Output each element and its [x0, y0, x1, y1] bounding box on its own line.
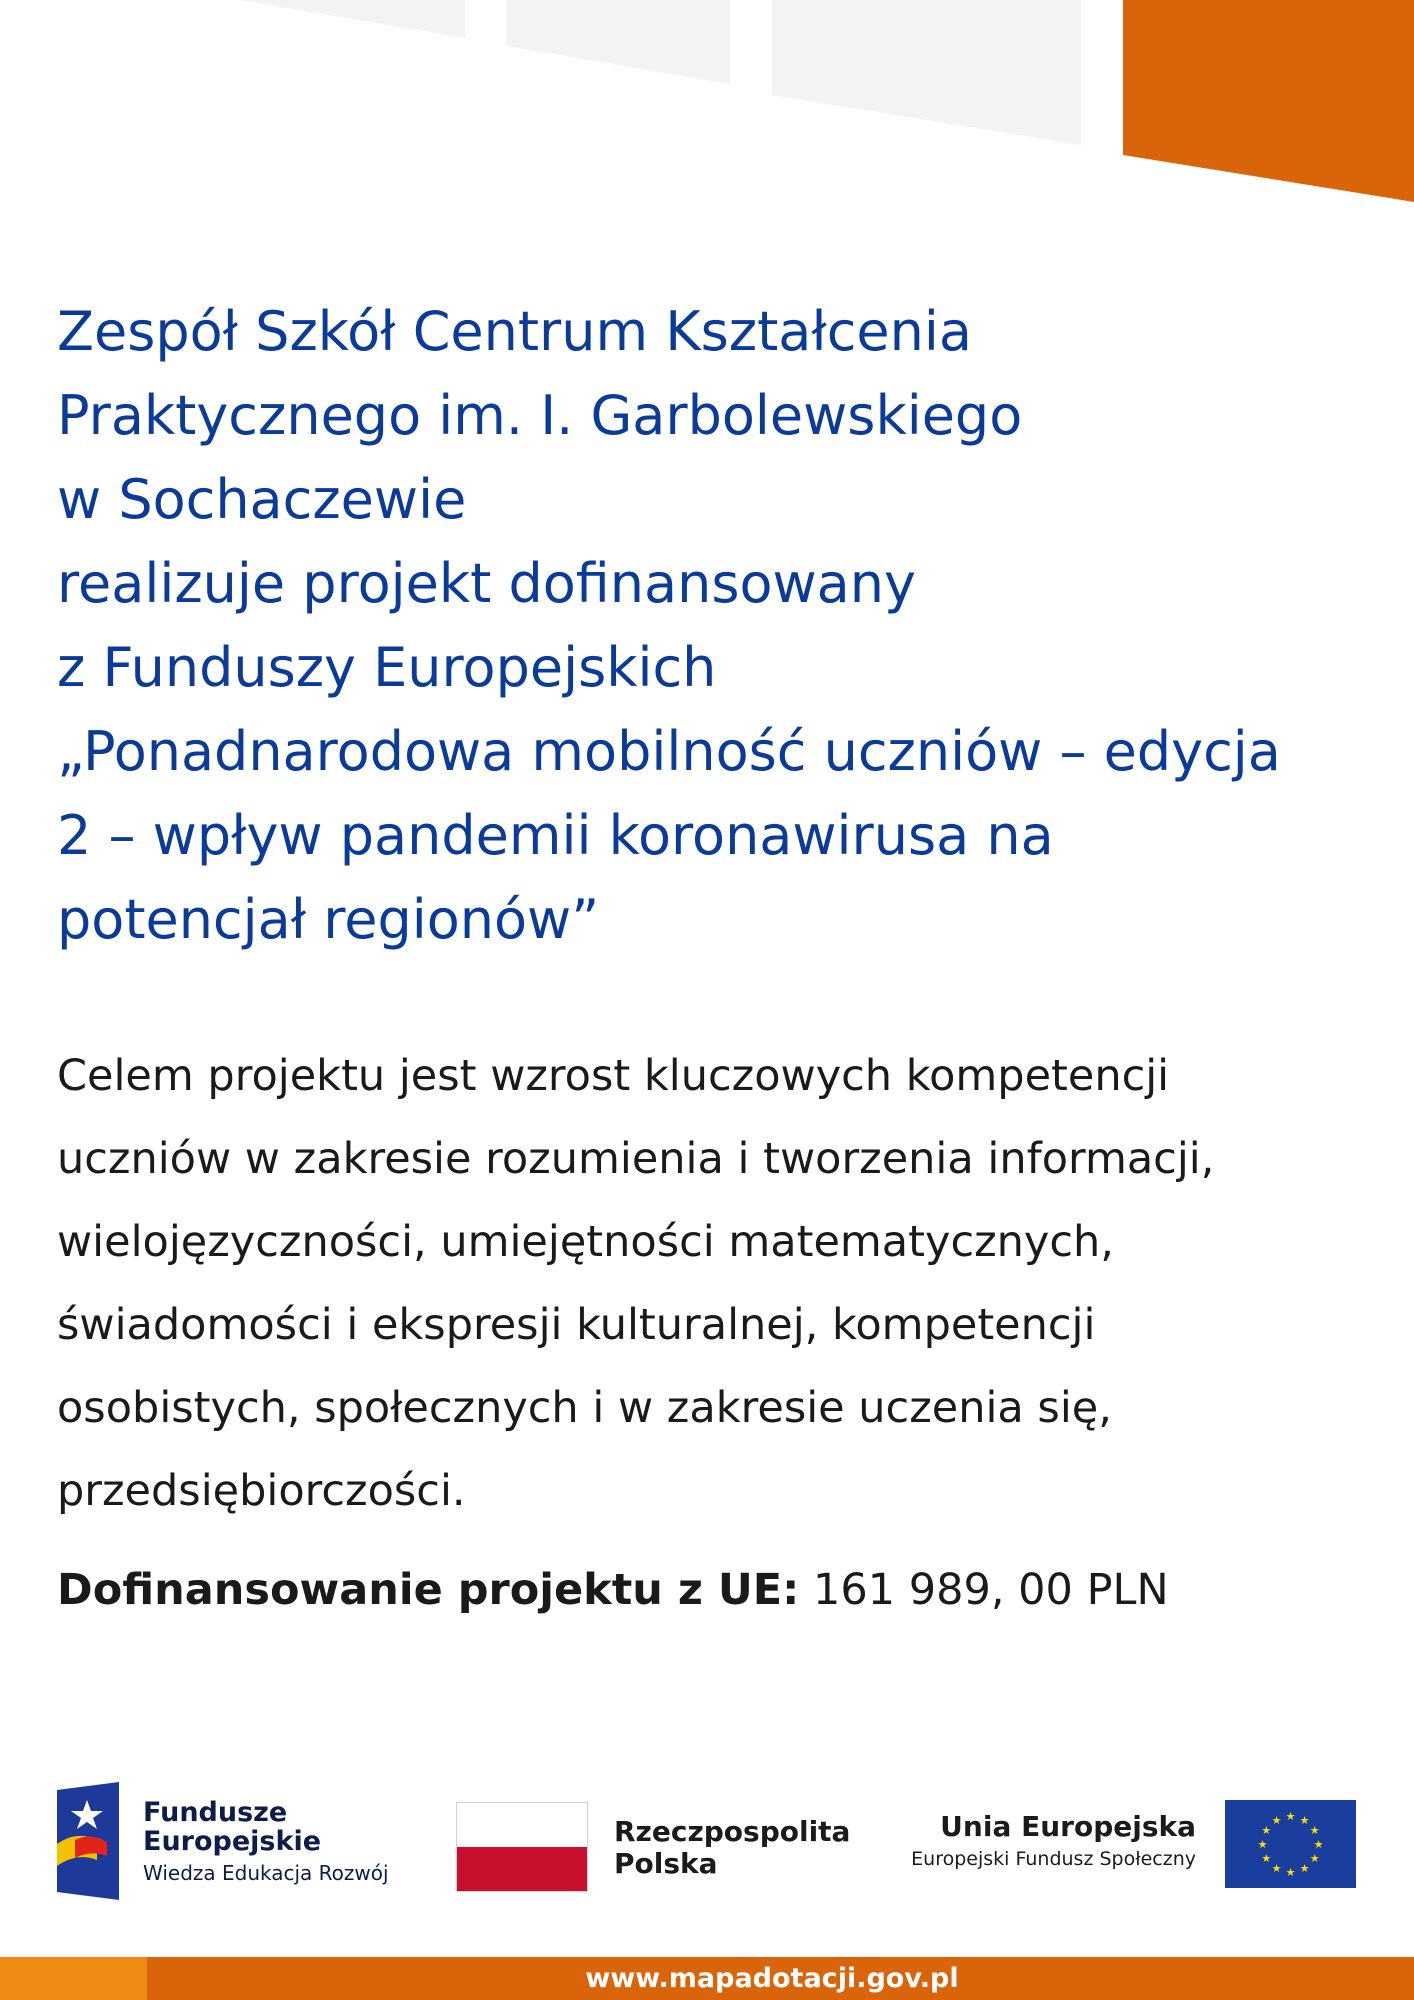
rp-line2: Polska [614, 1847, 718, 1880]
title-line: Praktycznego im. I. Garbolewskiego [57, 384, 1023, 447]
rp-line1: Rzeczpospolita [614, 1815, 851, 1848]
polish-flag-icon [456, 1802, 588, 1892]
eu-star: ★ [1299, 1813, 1310, 1827]
description-line: przedsiębiorczości. [57, 1466, 466, 1516]
title-line: z Funduszy Europejskich [57, 636, 717, 699]
title-line: „Ponadnarodowa mobilność uczniów – edycja [57, 720, 1281, 783]
footer-url[interactable]: www.mapadotacji.gov.pl [585, 1963, 959, 1994]
project-description [57, 1035, 1377, 1533]
eu-star: ★ [1261, 1852, 1272, 1865]
fe-subtitle: Wiedza Edukacja Rozwój [143, 1861, 389, 1885]
fundusze-europejskie-icon [57, 1782, 119, 1900]
funding-amount: 161 989, 00 PLN [813, 1565, 1169, 1615]
funding-info [57, 1555, 1169, 1625]
fe-line2: Europejskie [143, 1826, 322, 1857]
eu-star: ★ [1261, 1824, 1272, 1837]
eu-star: ★ [1299, 1862, 1310, 1876]
description-line: uczniów w zakresie rozumienia i tworzenia informacji, [57, 1134, 1215, 1184]
description-line: świadomości i ekspresji kulturalnej, kompetencji [57, 1300, 1096, 1350]
grey-panel-1 [240, 0, 465, 38]
logo-bar [0, 1770, 1414, 1910]
eu-flag-icon [1225, 1800, 1356, 1888]
title-line: w Sochaczewie [57, 468, 467, 531]
eu-star: ★ [1285, 1810, 1296, 1823]
funding-label: Dofinansowanie projektu z UE: [57, 1565, 800, 1615]
eu-star: ★ [1309, 1852, 1320, 1865]
title-line: Zespół Szkół Centrum Kształcenia [57, 300, 972, 363]
eu-star: ★ [1271, 1813, 1282, 1827]
eu-star: ★ [1313, 1838, 1324, 1851]
grey-panel-3 [772, 0, 1081, 145]
grey-panel-2 [506, 0, 730, 84]
eu-star: ★ [1257, 1838, 1268, 1851]
eu-star: ★ [1309, 1824, 1320, 1837]
eu-star: ★ [1285, 1866, 1296, 1879]
title-line: potencjał regionów” [57, 888, 600, 951]
fe-line1: Fundusze [143, 1797, 288, 1828]
header-decoration [0, 0, 1414, 210]
title-line: 2 – wpływ pandemii koronawirusa na [57, 804, 1054, 867]
rzeczpospolita-polska-logo [614, 1816, 850, 1880]
description-line: Celem projektu jest wzrost kluczowych kompetencji [57, 1051, 1170, 1101]
title-line: realizuje projekt dofinansowany [57, 552, 916, 615]
ue-name: Unia Europejska [940, 1810, 1196, 1843]
unia-europejska-logo [911, 1810, 1196, 1874]
footer-bar [0, 1957, 1414, 2000]
fundusze-europejskie-logo [143, 1798, 389, 1890]
ue-subtitle: Europejski Fundusz Społeczny [911, 1848, 1196, 1870]
description-line: wielojęzyczności, umiejętności matematycznych, [57, 1217, 1114, 1267]
eu-star: ★ [1271, 1862, 1282, 1876]
description-line: osobistych, społecznych i w zakresie uczenia się, [57, 1383, 1112, 1433]
project-title [57, 290, 1377, 962]
orange-panel [1123, 0, 1414, 202]
